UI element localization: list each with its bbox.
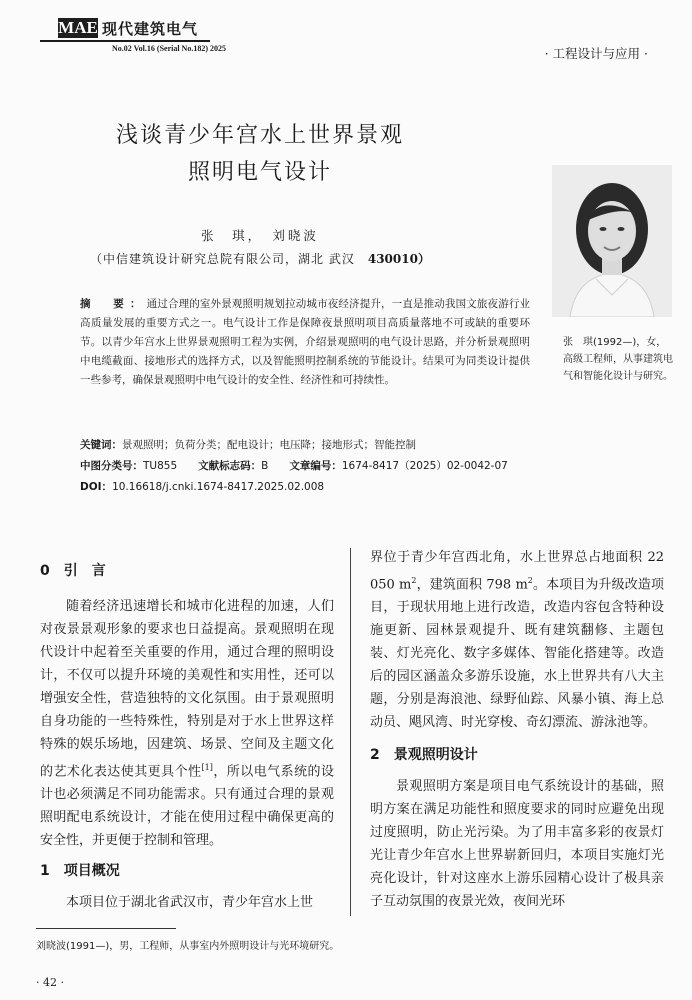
intro-text-b: ，所以电气系统的设计也必须满足不同功能需求。只有通过合理的景观照明配电系统设计，才能在使用过程中确保更高的安全性，并更便于控制和管理。 [40, 764, 334, 849]
affiliation-text: （中信建筑设计研究总院有限公司，湖北 武汉 [90, 252, 355, 266]
clc-value: TU855 [143, 460, 178, 472]
postcode: 430010） [367, 252, 430, 266]
right-column [370, 546, 664, 913]
intro-text-a: 随着经济迅速增长和城市化进程的加速，人们对夜景景观形象的要求也日益提高。景观照明在现代设计中起着至关重要的作用，通过合理的照明设计，不仅可以提升环境的美观性和实用性，还可以增强安全性，营造独特的文化氛围。由于景观照明自身功能的一些特殊性，特别是对于水上世界这样特殊的娱乐场地，因建筑、场景、空间及主题文化的艺术化表达使其更具个性 [40, 599, 334, 780]
overview-continued-paragraph [370, 546, 664, 734]
author-bio: 张 琪(1992—)，女，高级工程师，从事建筑电气和智能化设计与研究。 [563, 337, 673, 382]
article-title-line-1: 浅谈青少年宫水上世界景观 [115, 123, 404, 148]
clc-label: 中图分类号： [80, 460, 143, 472]
doc-code-label: 文献标志码： [198, 460, 262, 472]
section-heading-1: 1 项目概况 [40, 863, 120, 880]
superscript-2b: 2 [527, 576, 533, 585]
article-no-value: 1674-8417（2025）02-0042-07 [341, 460, 508, 472]
classification-line [80, 458, 580, 473]
section-heading-0: 0 引 言 [40, 563, 106, 579]
column-divider [350, 548, 351, 916]
footnote: 刘晓波(1991—)，男，工程师，从事室内外照明设计与光环境研究。 [36, 941, 340, 952]
affiliation [90, 250, 430, 267]
keywords-text: 景观照明；负荷分类；配电设计；电压降；接地形式；智能控制 [122, 439, 416, 451]
page-number: · 42 · [36, 976, 64, 989]
journal-logo: MAE [58, 18, 98, 37]
section-heading-2: 2 景观照明设计 [370, 747, 478, 764]
journal-name: 现代建筑电气 [102, 20, 199, 38]
abstract-text: 通过合理的室外景观照明规划拉动城市夜经济提升，一直是推动我国文旅夜游行业高质量发展的重要方式之一。电气设计工作是保障夜景照明项目高质量落地不可或缺的重要环节。以青少年宫水上世界景观照明工程为实例，介绍景观照明的电气设计思路，并分析景观照明中电缆截面、接地形式的选择方式，以及智能照明控制系统的节能设计。结果可为同类设计提供一些参考，确保景观照明中电气设计的安全性、经济性和可持续性。 [80, 298, 531, 386]
left-column [40, 560, 334, 914]
doi-value: 10.16618/j.cnki.1674-8417.2025.02.008 [112, 481, 325, 493]
doi-line [80, 479, 580, 494]
author-photo [552, 165, 672, 317]
article-title-line-2: 照明电气设计 [187, 160, 332, 185]
doc-code-value: B [261, 460, 269, 472]
footnote-rule [36, 928, 176, 929]
overview-paragraph: 本项目位于湖北省武汉市，青少年宫水上世 [66, 895, 314, 911]
citation-1: [1] [201, 763, 213, 772]
superscript-2a: 2 [411, 576, 417, 585]
keywords-label: 关键词： [80, 439, 122, 451]
overview-text-c: 。本项目为升级改造项目，于现状用地上进行改造，改造内容包含特种设施更新、园林景观提升、既有建筑翻修、主题包装、灯光亮化、数字多媒体、智能化搭建等。改造后的园区涵盖众多游乐设施，水上世界共有八大主题，分别是海浪池、绿野仙踪、风暴小镇、海上总动员、飓风湾、时光穿梭、奇幻漂流、游泳池等。 [370, 577, 664, 731]
intro-paragraph [40, 595, 334, 852]
overview-text-b: ，建筑面积 798 m [416, 577, 528, 593]
section-label: · 工程设计与应用 · [544, 46, 648, 61]
abstract-label: 摘 要： [80, 298, 147, 310]
issue-line: No.02 Vol.16 (Serial No.182) 2025 [112, 44, 226, 53]
author-list: 张 琪， 刘晓波 [201, 228, 319, 243]
lighting-design-paragraph: 景观照明方案是项目电气系统设计的基础，照明方案在满足功能性和照度要求的同时应避免出现过度照明，防止光污染。为了用丰富多彩的夜景灯光让青少年宫水上世界崭新回归，本项目实施灯光亮化设计，针对这座水上游乐园精心设计了极具亲子互动氛围的夜景光效，夜间光环 [370, 779, 664, 910]
keywords [80, 437, 540, 452]
abstract [80, 295, 530, 390]
header-rule [40, 40, 210, 42]
article-no-label: 文章编号： [289, 460, 342, 472]
doi-label: DOI： [80, 481, 113, 493]
overview-text-a: 界位于青少年宫西北角，水上世界总占地面积 22 050 m [370, 550, 664, 593]
